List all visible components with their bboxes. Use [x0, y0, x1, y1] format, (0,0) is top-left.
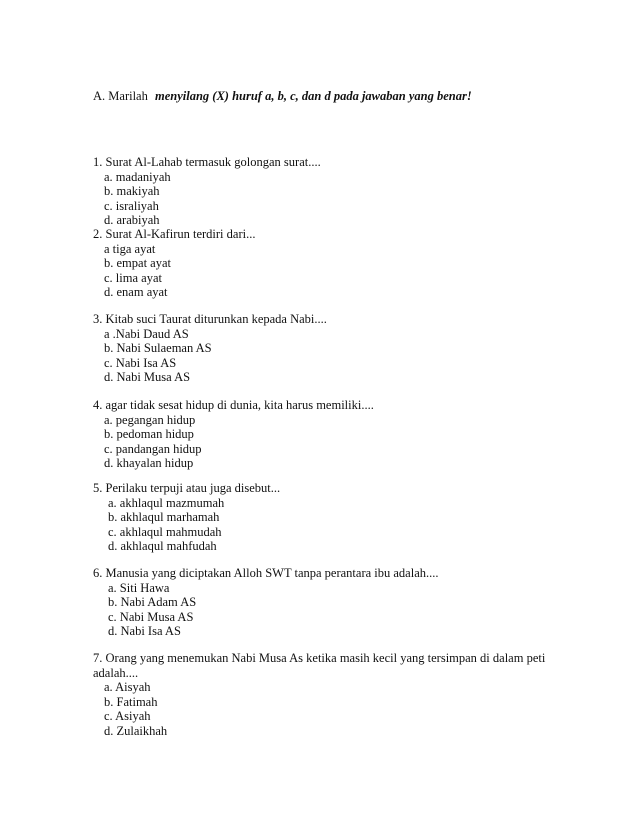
option-c: c. israliyah — [104, 198, 159, 213]
option-b: b. Nabi Adam AS — [108, 595, 197, 610]
option-c: c. Asiyah — [104, 709, 151, 724]
option-c: c. lima ayat — [104, 270, 162, 285]
option-b: b. makiyah — [104, 184, 160, 199]
instruction-line — [93, 89, 472, 104]
option-c: c. akhlaqul mahmudah — [108, 524, 222, 539]
question-7 — [93, 651, 553, 739]
option-a: a. pegangan hidup — [104, 412, 196, 427]
option-d: d. Zulaikhah — [104, 723, 168, 738]
question-text: 6. Manusia yang diciptakan Alloh SWT tanpa perantara ibu adalah.... — [93, 566, 439, 580]
question-2 — [93, 227, 553, 300]
option-a: a .Nabi Daud AS — [104, 326, 189, 341]
option-a: a tiga ayat — [104, 241, 156, 256]
question-text: 2. Surat Al-Kafirun terdiri dari... — [93, 227, 256, 241]
question-3 — [93, 312, 553, 385]
option-c: c. pandangan hidup — [104, 441, 202, 456]
option-a: a. Siti Hawa — [108, 580, 170, 595]
question-1 — [93, 155, 553, 228]
option-a: a. Aisyah — [104, 680, 151, 695]
option-b: b. empat ayat — [104, 256, 171, 271]
question-text: 4. agar tidak sesat hidup di dunia, kita harus memiliki.... — [93, 398, 374, 412]
option-b: b. Fatimah — [104, 694, 158, 709]
question-text: 5. Perilaku terpuji atau juga disebut... — [93, 481, 281, 495]
option-d: d. enam ayat — [104, 285, 168, 300]
question-text: 7. Orang yang menemukan Nabi Musa As ketika masih kecil yang tersimpan di dalam peti adalah.... — [93, 651, 546, 680]
instruction-emphasis: menyilang (X) huruf a, b, c, dan d pada jawaban yang benar! — [154, 89, 472, 103]
option-a: a. madaniyah — [104, 169, 171, 184]
question-text: 3. Kitab suci Taurat diturunkan kepada Nabi.... — [93, 312, 327, 326]
question-4 — [93, 398, 553, 471]
instruction-prefix: A. Marilah — [93, 89, 148, 103]
option-b: b. Nabi Sulaeman AS — [104, 341, 212, 356]
question-text: 1. Surat Al-Lahab termasuk golongan surat.... — [93, 155, 321, 169]
option-b: b. pedoman hidup — [104, 427, 194, 442]
option-d: d. Nabi Musa AS — [104, 370, 191, 385]
option-a: a. akhlaqul mazmumah — [108, 495, 225, 510]
question-6 — [93, 566, 553, 639]
question-5 — [93, 481, 553, 554]
option-b: b. akhlaqul marhamah — [108, 510, 220, 525]
option-d: d. arabiyah — [104, 213, 160, 228]
option-d: d. khayalan hidup — [104, 456, 194, 471]
option-c: c. Nabi Isa AS — [104, 355, 177, 370]
option-c: c. Nabi Musa AS — [108, 609, 194, 624]
option-d: d. akhlaqul mahfudah — [108, 539, 217, 554]
option-d: d. Nabi Isa AS — [108, 624, 181, 639]
